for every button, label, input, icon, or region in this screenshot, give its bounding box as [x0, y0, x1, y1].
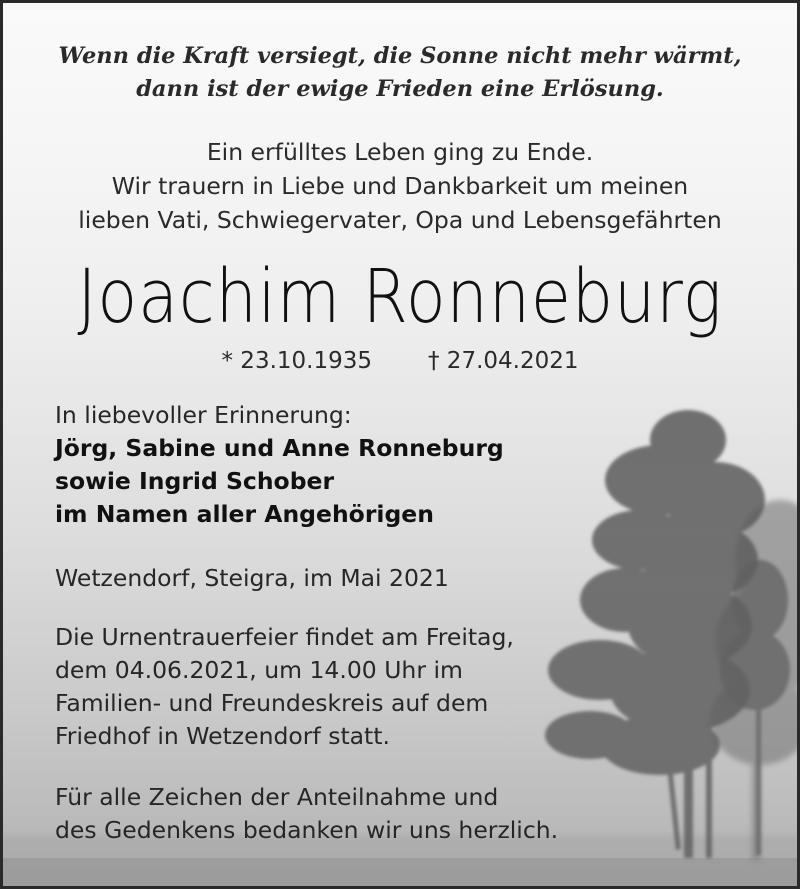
service-line-4: Friedhof in Wetzendorf statt.	[55, 722, 390, 750]
deceased-name: Joachim Ronneburg	[77, 254, 723, 340]
place-and-date: Wetzendorf, Steigra, im Mai 2021	[55, 564, 449, 592]
mourner-line-3: im Namen aller Angehörigen	[55, 500, 434, 528]
intro-line-2: Wir trauern in Liebe und Dankbarkeit um meinen	[111, 172, 689, 200]
thanks-note	[55, 781, 558, 847]
thanks-line-2: des Gedenkens bedanken wir uns herzlich.	[55, 816, 559, 844]
motto-line-2: dann ist der ewige Frieden eine Erlösung.	[136, 76, 664, 102]
funeral-service-info	[55, 621, 514, 753]
mourner-line-2: sowie Ingrid Schober	[55, 467, 335, 495]
mourner-line-1: Jörg, Sabine und Anne Ronneburg	[55, 434, 504, 462]
motto-line-1: Wenn die Kraft versiegt, die Sonne nicht mehr wärmt,	[58, 43, 742, 69]
death-date: † 27.04.2021	[428, 348, 579, 374]
motto-verse	[0, 40, 800, 106]
memory-heading: In liebevoller Erinnerung:	[55, 401, 352, 429]
intro-line-1: Ein erfülltes Leben ging zu Ende.	[206, 138, 594, 166]
intro-line-3: lieben Vati, Schwiegervater, Opa und Lebensgefährten	[78, 206, 722, 234]
intro-text	[0, 135, 800, 237]
service-line-1: Die Urnentrauerfeier findet am Freitag,	[55, 623, 514, 651]
mourners-block	[55, 399, 504, 531]
service-line-3: Familien- und Freundeskreis auf dem	[55, 689, 489, 717]
life-dates	[0, 344, 800, 378]
thanks-line-1: Für alle Zeichen der Anteilnahme und	[55, 783, 499, 811]
service-line-2: dem 04.06.2021, um 14.00 Uhr im	[55, 656, 463, 684]
birth-date: * 23.10.1935	[221, 348, 372, 374]
